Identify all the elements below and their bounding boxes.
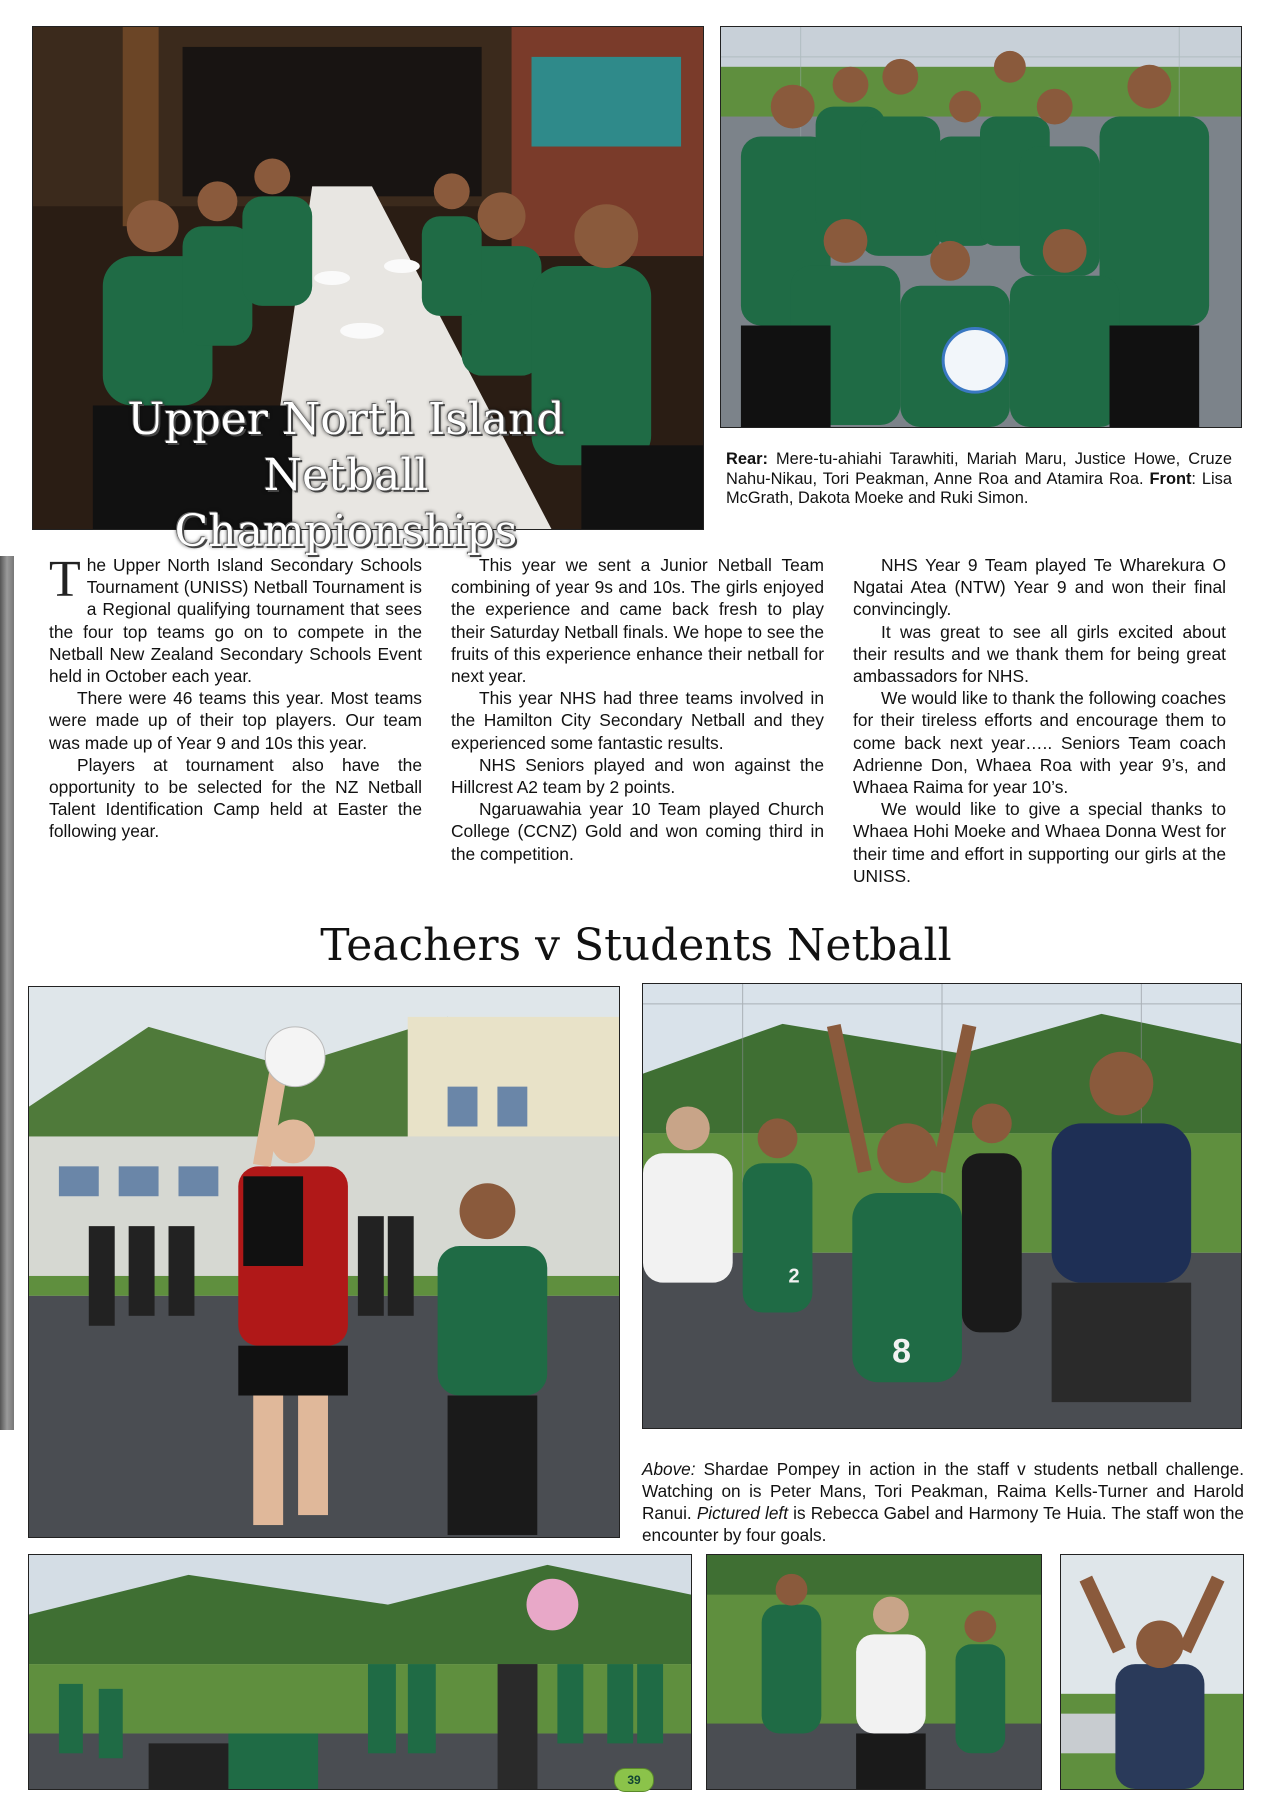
caption-left-text: is Rebecca Gabel and Harmony Te Huia. The staff won the encounter by four goals. — [642, 1503, 1244, 1545]
col3-paragraph-4: We would like to give a special thanks to Whaea Hohi Moeke and Whaea Donna West for their time and effort in supporting our girls at the UNISS. — [853, 799, 1226, 886]
photo-defender-arms-up — [1060, 1554, 1244, 1790]
drop-cap: T — [49, 551, 81, 608]
photo-action-staff — [642, 983, 1242, 1429]
photo-team-group — [720, 26, 1242, 428]
photo-pass-ball — [706, 1554, 1042, 1790]
col2-paragraph-1: This year we sent a Junior Netball Team combining of year 9s and 10s. The girls enjoyed the experience and came back fresh to play their Saturday Netball finals. We hope to see the fruits of this experience enhance their netball for next year. — [451, 555, 824, 687]
article-title — [40, 392, 652, 560]
caption-left-label: Pictured left — [696, 1503, 788, 1523]
col1-paragraph-3: Players at tournament also have the opportunity to be selected for the NZ Netball Talent Identification Camp held at Easter the following year. — [49, 754, 422, 842]
col1-p1-text: he Upper North Island Secondary Schools Tournament (UNISS) Netball Tournament is a Regional qualifying tournament that sees the four top teams go on to compete in the Netball New Zealand Secondary Schools Event held in October each year. — [49, 555, 422, 687]
article-title-line1: Upper North Island Netball — [127, 394, 565, 501]
bib-number-2: 2 — [788, 1265, 800, 1288]
col1-paragraph-1 — [49, 551, 422, 687]
photo-action-jump-ball — [28, 986, 620, 1538]
article-column-1 — [49, 551, 422, 843]
caption-front-names: : Lisa McGrath, Dakota Moeke and Ruki Simon. — [726, 469, 1232, 508]
photo-crowd-match — [28, 1554, 692, 1790]
article-column-3 — [853, 554, 1226, 887]
col2-paragraph-3: NHS Seniors played and won against the Hillcrest A2 team by 2 points. — [451, 754, 824, 798]
caption-rear-names: Mere-tu-ahiahi Tarawhiti, Mariah Maru, Justice Howe, Cruze Nahu-Nikau, Tori Peakman, Anne Roa and Atamira Roa. — [726, 450, 1232, 488]
page-edge-strip — [0, 556, 14, 1430]
bib-number-8: 8 — [892, 1332, 912, 1371]
caption-front-label: Front — [1149, 469, 1192, 488]
col3-paragraph-2: It was great to see all girls excited about their results and we thank them for being great ambassadors for NHS. — [853, 621, 1226, 687]
col3-paragraph-1: NHS Year 9 Team played Te Wharekura O Ngatai Atea (NTW) Year 9 and won their final convincingly. — [853, 555, 1226, 620]
col2-paragraph-4: Ngaruawahia year 10 Team played Church College (CCNZ) Gold and won coming third in the competition. — [451, 799, 824, 864]
article-column-2 — [451, 554, 824, 865]
team-photo-caption — [726, 450, 1232, 509]
col3-paragraph-3: We would like to thank the following coaches for their tireless efforts and encourage them to come back next year….. Seniors Team coach Adrienne Don, Whaea Roa with year 9’s, and Whaea Raima for year 10’s. — [853, 688, 1226, 798]
caption-above-label: Above: — [642, 1459, 696, 1479]
staff-match-caption — [642, 1458, 1244, 1546]
section-title: Teachers v Students Netball — [320, 920, 952, 971]
col2-paragraph-2: This year NHS had three teams involved in the Hamilton City Secondary Netball and they experienced some fantastic results. — [451, 688, 824, 753]
article-title-line2: Championships — [174, 506, 518, 557]
page-number-badge: 39 — [614, 1768, 654, 1792]
col1-paragraph-2: There were 46 teams this year. Most teams were made up of their top players. Our team was made up of Year 9 and 10s this year. — [49, 688, 422, 753]
caption-above-text: Shardae Pompey in action in the staff v students netball challenge. Watching on is Peter Mans, Tori Peakman, Raima Kells-Turner and Harold Ranui. — [642, 1459, 1244, 1523]
caption-rear-label: Rear: — [726, 450, 768, 468]
